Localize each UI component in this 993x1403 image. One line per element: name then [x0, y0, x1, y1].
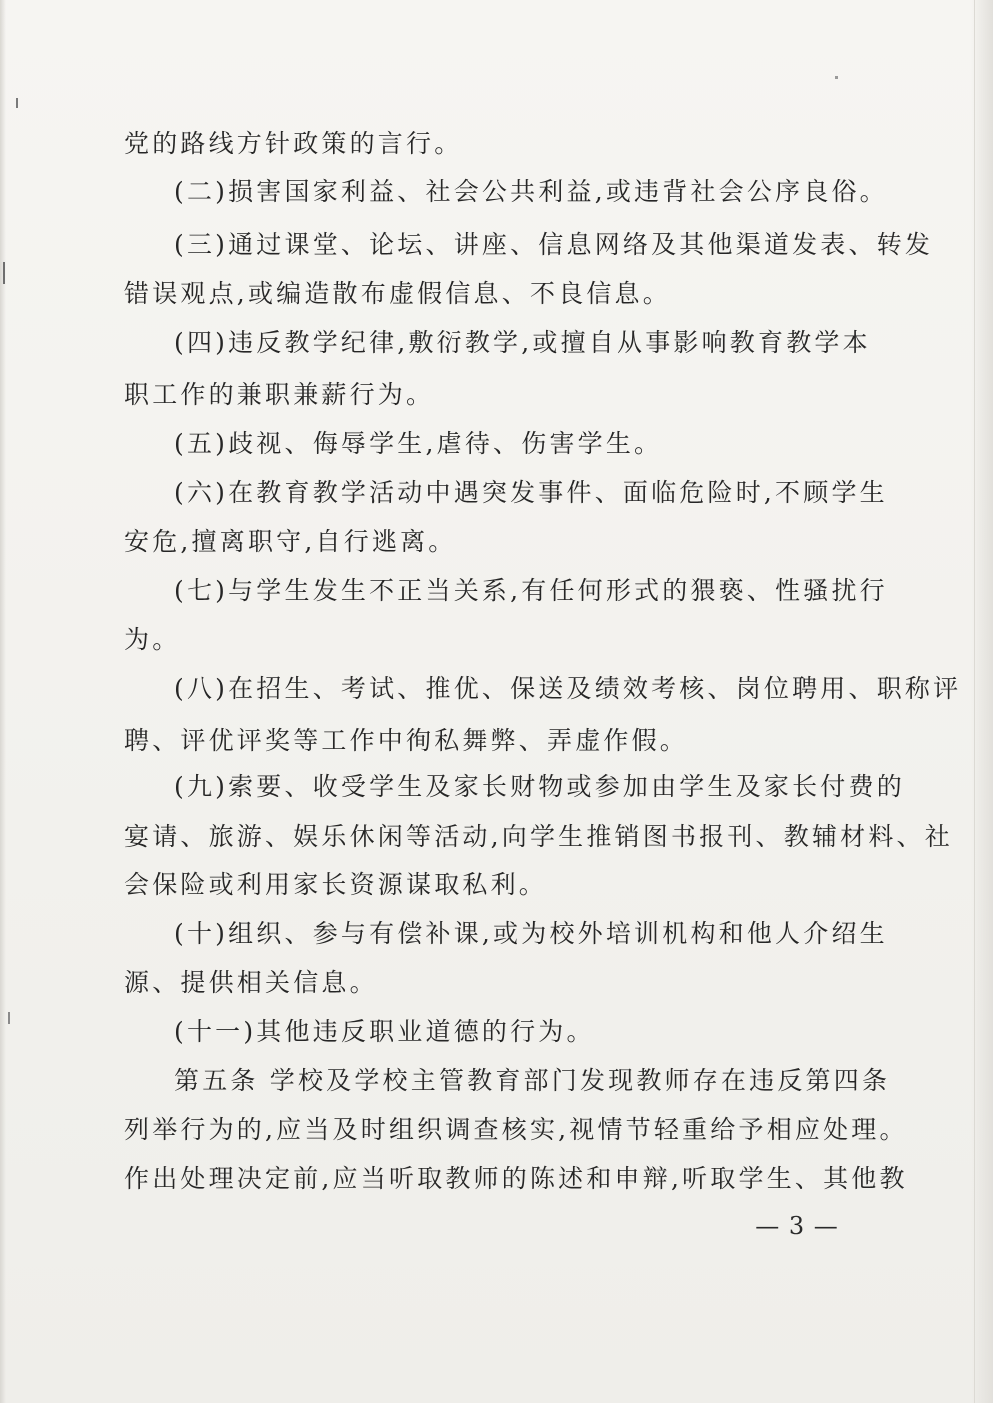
text-line: (九)索要、收受学生及家长财物或参加由学生及家长付费的	[174, 772, 905, 801]
text-line: 聘、评优评奖等工作中徇私舞弊、弄虚作假。	[124, 726, 689, 755]
scan-left-edge	[0, 0, 6, 1403]
text-line: 党的路线方针政策的言行。	[124, 129, 463, 158]
text-line: (五)歧视、侮辱学生,虐待、伤害学生。	[174, 429, 663, 458]
text-line: 第五条 学校及学校主管教育部门发现教师存在违反第四条	[174, 1066, 891, 1095]
text-line: 宴请、旅游、娱乐休闲等活动,向学生推销图书报刊、教辅材料、社	[124, 822, 953, 851]
text-line: (十)组织、参与有偿补课,或为校外培训机构和他人介绍生	[174, 919, 888, 948]
text-line: (二)损害国家利益、社会公共利益,或违背社会公序良俗。	[174, 177, 888, 206]
text-line: (三)通过课堂、论坛、讲座、信息网络及其他渠道发表、转发	[174, 230, 934, 259]
text-line: (七)与学生发生不正当关系,有任何形式的猥亵、性骚扰行	[174, 576, 888, 605]
text-line: 源、提供相关信息。	[124, 968, 378, 997]
text-line: (六)在教育教学活动中遇突发事件、面临危险时,不顾学生	[174, 478, 888, 507]
text-line: 安危,擅离职守,自行逃离。	[124, 527, 457, 556]
text-line: 职工作的兼职兼薪行为。	[124, 380, 435, 409]
scan-speck	[3, 262, 5, 284]
text-line: 作出处理决定前,应当听取教师的陈述和申辩,听取学生、其他教	[124, 1164, 908, 1193]
text-line: (四)违反教学纪律,敷衍教学,或擅自从事影响教育教学本	[174, 328, 871, 357]
scan-speck	[8, 1012, 10, 1024]
scan-speck	[16, 98, 18, 108]
text-line: 错误观点,或编造散布虚假信息、不良信息。	[124, 279, 671, 308]
text-line: (八)在招生、考试、推优、保送及绩效考核、岗位聘用、职称评	[174, 674, 962, 703]
scan-speck	[835, 76, 838, 79]
scan-fold-line	[974, 0, 975, 1403]
text-line: 会保险或利用家长资源谋取私利。	[124, 870, 548, 899]
text-line: 列举行为的,应当及时组织调查核实,视情节轻重给予相应处理。	[124, 1115, 908, 1144]
page-number: — 3 —	[755, 1212, 839, 1240]
text-line: 为。	[124, 625, 181, 654]
text-line: (十一)其他违反职业道德的行为。	[174, 1017, 595, 1046]
